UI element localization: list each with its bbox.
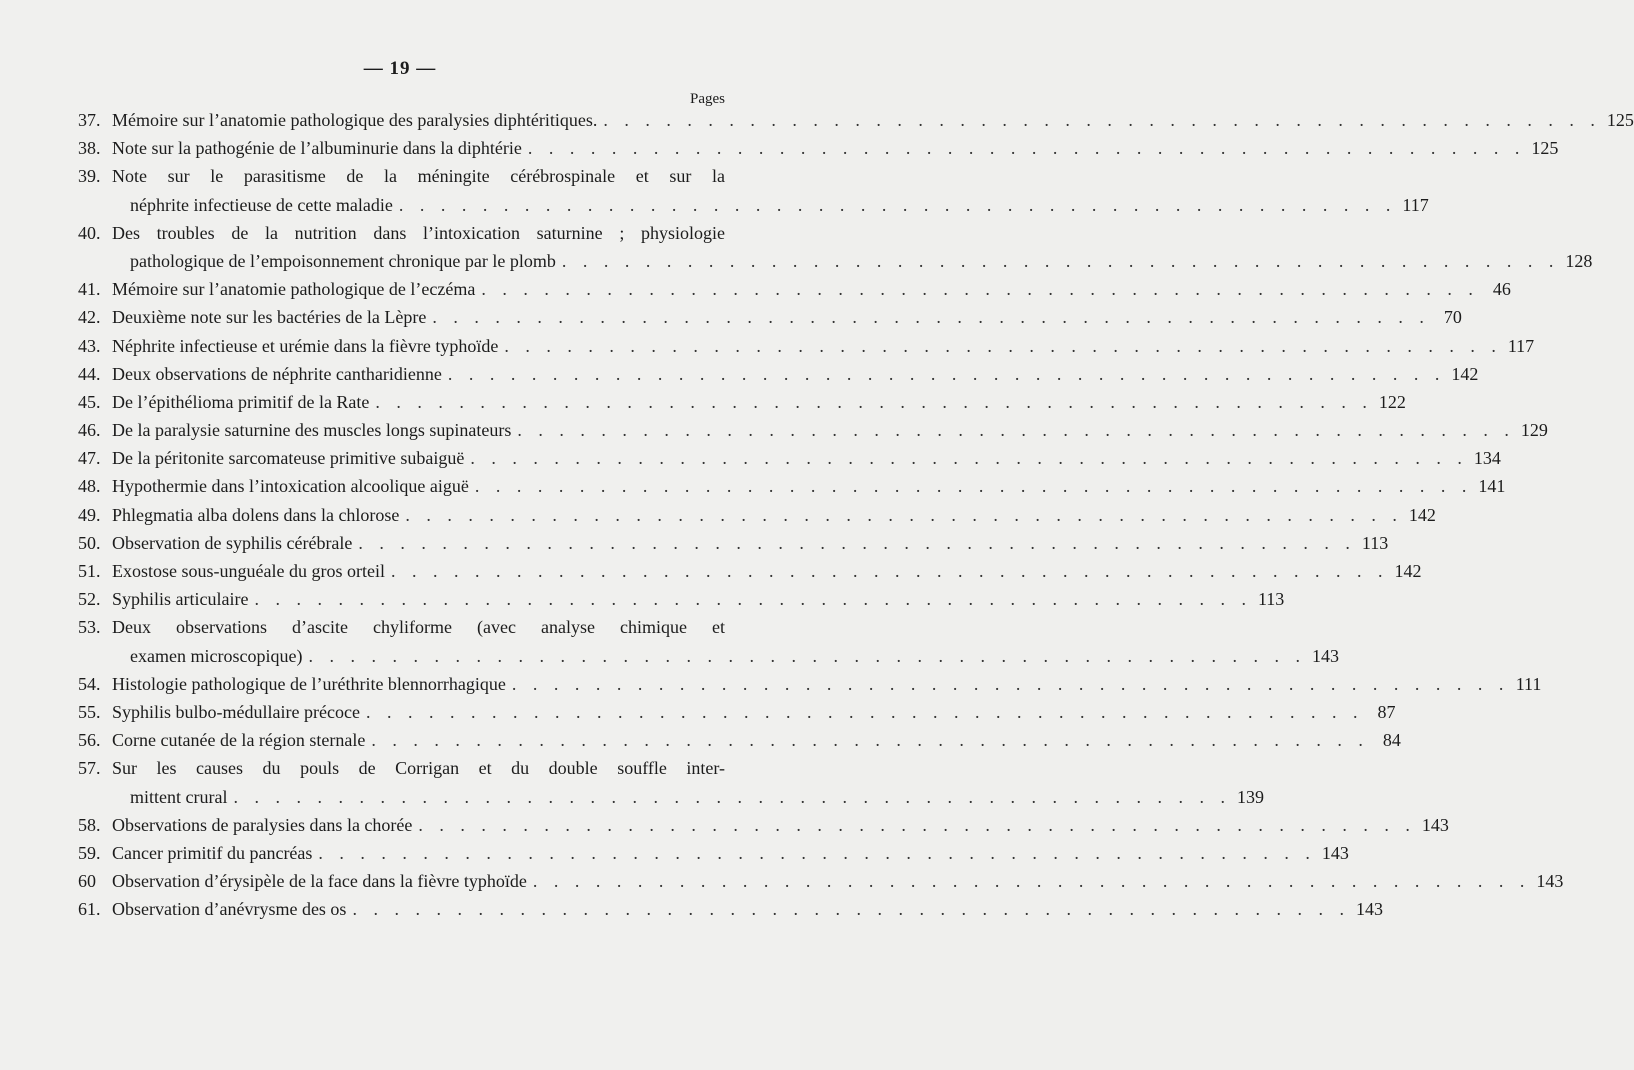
toc-entry-line [78, 472, 1506, 500]
entry-number: 59. [78, 842, 101, 863]
entry-page: 113 [1257, 589, 1285, 610]
dot-leader: . . . . . . . . . . . . . . . . . . . . . . . . . . . . . . . . . . . . . . . . . . . . . . . . [308, 645, 1306, 666]
toc-entry-line [78, 332, 1535, 360]
toc-entry [78, 754, 1264, 810]
entry-page: 141 [1478, 476, 1506, 497]
entry-title: Syphilis bulbo-médullaire précoce [112, 701, 360, 722]
toc-entry-line [78, 811, 1449, 839]
dot-leader: . . . . . . . . . . . . . . . . . . . . . . . . . . . . . . . . . . . . . . . . . . . . . . . . [504, 335, 1502, 356]
dot-leader: . . . . . . . . . . . . . . . . . . . . . . . . . . . . . . . . . . . . . . . . . . . . . . . . [352, 899, 1350, 920]
dot-leader: . . . . . . . . . . . . . . . . . . . . . . . . . . . . . . . . . . . . . . . . . . . . . . . . [447, 363, 1446, 384]
toc-entry-line [78, 698, 1396, 726]
toc-entry-line [78, 642, 1339, 670]
entry-title: Observations de paralysies dans la chorée [112, 814, 413, 835]
dot-leader: . . . . . . . . . . . . . . . . . . . . . . . . . . . . . . . . . . . . . . . . . . . . . . . . [365, 701, 1364, 722]
entry-number: 50. [78, 532, 101, 553]
entry-title: Cancer primitif du pancréas [112, 842, 313, 863]
table-of-contents [78, 106, 1634, 923]
dot-leader: . . . . . . . . . . . . . . . . . . . . . . . . . . . . . . . . . . . . . . . . . . . . . . . . [517, 420, 1515, 441]
page-number: — 19 — [363, 58, 437, 79]
entry-number: 56. [78, 730, 101, 751]
entry-number: 47. [78, 448, 101, 469]
entry-title: De la péritonite sarcomateuse primitive subaiguë [112, 448, 465, 469]
pages-column-label: Pages [690, 91, 725, 107]
toc-entry-line [78, 670, 1542, 698]
toc-entry-line [78, 867, 1564, 895]
entry-title: Des troubles de la nutrition dans l’intoxication saturnine ; physiologie [112, 222, 725, 243]
entry-number: 49. [78, 504, 101, 525]
entry-title: Mémoire sur l’anatomie pathologique de l’eczéma [112, 279, 476, 300]
dot-leader: . . . . . . . . . . . . . . . . . . . . . . . . . . . . . . . . . . . . . . . . . . . . . . . . [527, 138, 1526, 159]
toc-entry [78, 106, 1634, 134]
entry-title: Exostose sous-unguéale du gros orteil [112, 561, 385, 581]
toc-entry [78, 557, 1422, 585]
entry-number: 60 [78, 871, 96, 892]
toc-entry [78, 726, 1401, 754]
entry-number: 46. [78, 420, 101, 441]
toc-entry [78, 501, 1436, 529]
toc-entry-line [78, 444, 1501, 472]
entry-title: Mémoire sur l’anatomie pathologique des paralysies diphtéritiques. [112, 110, 598, 130]
entry-title: Phlegmatia alba dolens dans la chlorose [112, 504, 400, 525]
toc-entry [78, 698, 1396, 726]
entry-page: 143 [1536, 871, 1564, 892]
entry-page: 143 [1355, 899, 1383, 920]
entry-title: Deux observations d’ascite chyliforme (avec analyse chimique et [112, 617, 725, 638]
toc-entry-line [78, 219, 725, 247]
dot-leader: . . . . . . . . . . . . . . . . . . . . . . . . . . . . . . . . . . . . . . . . . . . . . . . . [254, 589, 1252, 610]
dot-leader: . . . . . . . . . . . . . . . . . . . . . . . . . . . . . . . . . . . . . . . . . . . . . . . . [481, 279, 1479, 300]
entry-title: Hypothermie dans l’intoxication alcoolique aiguë [112, 476, 469, 497]
toc-entry [78, 388, 1406, 416]
entry-title: De la paralysie saturnine des muscles longs supinateurs [112, 420, 512, 441]
toc-entry [78, 585, 1285, 613]
entry-page: 143 [1311, 645, 1339, 666]
entry-number: 51. [78, 561, 101, 581]
toc-entry [78, 162, 1429, 218]
entry-page: 46 [1492, 279, 1511, 300]
toc-entry-line [78, 501, 1436, 529]
entry-page: 125 [1531, 138, 1559, 159]
entry-page: 117 [1507, 335, 1535, 356]
dot-leader: . . . . . . . . . . . . . . . . . . . . . . . . . . . . . . . . . . . . . . . . . . . . . . . . [532, 871, 1531, 892]
entry-number: 37. [78, 110, 101, 130]
entry-title: Deuxième note sur les bactéries de la Lèpre [112, 307, 427, 328]
entry-number: 39. [78, 166, 101, 187]
toc-entry [78, 529, 1389, 557]
entry-number: 53. [78, 617, 101, 638]
dot-leader: . . . . . . . . . . . . . . . . . . . . . . . . . . . . . . . . . . . . . . . . . . . . . . . . [318, 842, 1316, 863]
toc-entry-line [78, 754, 725, 782]
entry-page: 143 [1421, 814, 1449, 835]
entry-title: Syphilis articulaire [112, 589, 249, 610]
entry-number: 41. [78, 279, 101, 300]
dot-leader: . . . . . . . . . . . . . . . . . . . . . . . . . . . . . . . . . . . . . . . . . . . . . . . . [418, 814, 1416, 835]
entry-number: 52. [78, 589, 101, 610]
dot-leader: . . . . . . . . . . . . . . . . . . . . . . . . . . . . . . . . . . . . . . . . . . . . . . . . [371, 730, 1369, 751]
entry-number: 54. [78, 673, 101, 694]
entry-title: Corne cutanée de la région sternale [112, 730, 366, 751]
toc-entry [78, 134, 1559, 162]
entry-title: Note sur le parasitisme de la méningite cérébrospinale et sur la [112, 166, 725, 187]
dot-leader: . . . . . . . . . . . . . . . . . . . . . . . . . . . . . . . . . . . . . . . . . . . . . . . . [561, 250, 1560, 271]
entry-number: 57. [78, 758, 101, 779]
toc-entry [78, 472, 1506, 500]
entry-title: pathologique de l’empoisonnement chronique par le plomb [130, 250, 556, 271]
entry-title: Observation d’anévrysme des os [112, 899, 347, 920]
toc-entry-line [78, 388, 1406, 416]
entry-number: 44. [78, 363, 101, 384]
dot-leader: . . . . . . . . . . . . . . . . . . . . . . . . . . . . . . . . . . . . . . . . . . . . . . . . [390, 561, 1389, 581]
toc-entry [78, 613, 1339, 669]
entry-number: 43. [78, 335, 101, 356]
toc-entry [78, 867, 1564, 895]
entry-page: 111 [1515, 673, 1542, 694]
toc-entry-line [78, 360, 1479, 388]
entry-title: Deux observations de néphrite cantharidienne [112, 363, 442, 384]
entry-number: 48. [78, 476, 101, 497]
entry-page: 143 [1321, 842, 1349, 863]
entry-page: 139 [1236, 786, 1264, 807]
toc-entry [78, 219, 1593, 275]
dot-leader: . . . . . . . . . . . . . . . . . . . . . . . . . . . . . . . . . . . . . . . . . . . . . . . . [233, 786, 1231, 807]
toc-entry-line [78, 529, 1389, 557]
entry-number: 55. [78, 701, 101, 722]
entry-page: 87 [1377, 701, 1396, 722]
toc-entry-line [78, 275, 1511, 303]
entry-page: 117 [1402, 194, 1429, 215]
entry-number: 38. [78, 138, 101, 159]
toc-entry-line [78, 726, 1401, 754]
toc-entry-line [78, 134, 1559, 162]
entry-page: 84 [1382, 730, 1401, 751]
toc-entry-line [78, 106, 1634, 134]
dot-leader: . . . . . . . . . . . . . . . . . . . . . . . . . . . . . . . . . . . . . . . . . . . . . . . . [470, 448, 1468, 469]
toc-entry [78, 895, 1383, 923]
entry-number: 61. [78, 899, 101, 920]
entry-page: 134 [1473, 448, 1501, 469]
entry-number: 42. [78, 307, 101, 328]
toc-entry-line [78, 191, 1429, 219]
toc-entry-line [78, 162, 725, 190]
entry-title: examen microscopique) [130, 645, 303, 666]
toc-entry [78, 332, 1535, 360]
dot-leader: . . . . . . . . . . . . . . . . . . . . . . . . . . . . . . . . . . . . . . . . . . . . . . . . [398, 194, 1397, 215]
entry-title: Note sur la pathogénie de l’albuminurie dans la diphtérie [112, 138, 522, 159]
dot-leader: . . . . . . . . . . . . . . . . . . . . . . . . . . . . . . . . . . . . . . . . . . . . . . . . [603, 110, 1601, 130]
toc-entry-line [78, 613, 725, 641]
entry-title: néphrite infectieuse de cette maladie [130, 194, 393, 215]
entry-page: 70 [1443, 307, 1462, 328]
entry-number: 40. [78, 222, 101, 243]
dot-leader: . . . . . . . . . . . . . . . . . . . . . . . . . . . . . . . . . . . . . . . . . . . . . . . . [405, 504, 1403, 525]
entry-page: 125 [1606, 110, 1634, 130]
entry-page: 129 [1520, 420, 1548, 441]
toc-entry [78, 839, 1349, 867]
toc-entry [78, 670, 1542, 698]
toc-entry-line [78, 303, 1462, 331]
entry-page: 142 [1394, 561, 1422, 581]
dot-leader: . . . . . . . . . . . . . . . . . . . . . . . . . . . . . . . . . . . . . . . . . . . . . . . . [375, 391, 1373, 412]
entry-page: 122 [1378, 391, 1406, 412]
dot-leader: . . . . . . . . . . . . . . . . . . . . . . . . . . . . . . . . . . . . . . . . . . . . . . . . [474, 476, 1473, 497]
entry-page: 142 [1451, 363, 1479, 384]
toc-entry-line [78, 585, 1285, 613]
entry-title: De l’épithélioma primitif de la Rate [112, 391, 370, 412]
toc-entry-line [78, 247, 1593, 275]
entry-title: Histologie pathologique de l’uréthrite blennorrhagique [112, 673, 506, 694]
entry-page: 113 [1361, 532, 1389, 553]
entry-number: 45. [78, 391, 101, 412]
toc-entry [78, 275, 1511, 303]
entry-page: 128 [1565, 250, 1593, 271]
dot-leader: . . . . . . . . . . . . . . . . . . . . . . . . . . . . . . . . . . . . . . . . . . . . . . . . [511, 673, 1510, 694]
entry-title: mittent crural [130, 786, 228, 807]
toc-entry [78, 444, 1501, 472]
toc-entry [78, 416, 1548, 444]
toc-entry-line [78, 895, 1383, 923]
toc-entry [78, 360, 1479, 388]
entry-title: Observation d’érysipèle de la face dans la fièvre typhoïde [112, 871, 527, 892]
entry-page: 142 [1408, 504, 1436, 525]
dot-leader: . . . . . . . . . . . . . . . . . . . . . . . . . . . . . . . . . . . . . . . . . . . . . . . . [358, 532, 1356, 553]
toc-entry [78, 811, 1449, 839]
toc-entry-line [78, 557, 1422, 585]
entry-title: Observation de syphilis cérébrale [112, 532, 353, 553]
toc-entry [78, 303, 1462, 331]
entry-number: 58. [78, 814, 101, 835]
toc-entry-line [78, 416, 1548, 444]
toc-entry-line [78, 783, 1264, 811]
toc-entry-line [78, 839, 1349, 867]
entry-title: Sur les causes du pouls de Corrigan et du double souffle inter- [112, 758, 725, 779]
dot-leader: . . . . . . . . . . . . . . . . . . . . . . . . . . . . . . . . . . . . . . . . . . . . . . . . [432, 307, 1430, 328]
entry-title: Néphrite infectieuse et urémie dans la fièvre typhoïde [112, 335, 499, 356]
